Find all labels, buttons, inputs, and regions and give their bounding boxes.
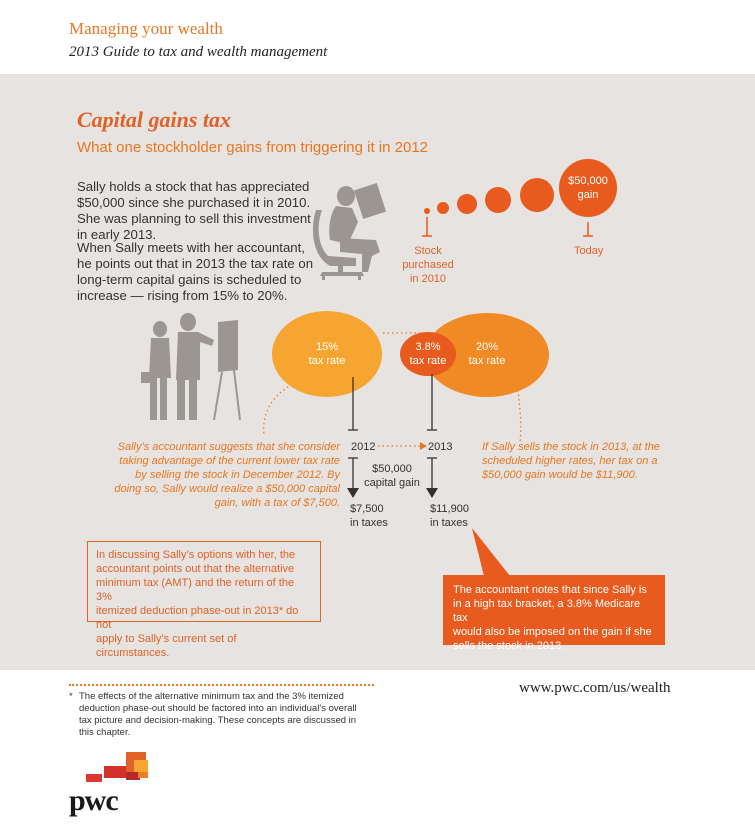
timeline-end-label: Today — [574, 245, 604, 257]
amt-note-box — [87, 541, 321, 659]
timeline-start-line-2: purchased — [402, 259, 454, 271]
medicare-rate-caption: tax rate — [409, 355, 447, 367]
rate-2012-caption: tax rate — [308, 355, 346, 367]
medicare-line-2: in a high tax bracket, a 3.8% Medicare tax — [453, 598, 641, 624]
pwc-wordmark: pwc — [69, 784, 118, 817]
timeline-gain-label — [565, 174, 611, 202]
amt-line-3: minimum tax (AMT) and the return of the 3% — [96, 577, 295, 603]
timeline-start-line-3: in 2010 — [409, 273, 447, 285]
medicare-line-4: sells the stock in 2013. — [453, 640, 565, 652]
timeline-markers — [422, 217, 593, 236]
medicare-rate-label — [403, 340, 453, 368]
capital-gain-label — [360, 462, 424, 490]
rate-2013-caption: tax rate — [468, 355, 506, 367]
sell-2013-line-2: scheduled higher rates, her tax on a — [482, 455, 658, 467]
suggestion-line-5: gain, with a tax of $7,500. — [214, 497, 340, 509]
dotted-arrowhead — [420, 442, 427, 450]
tax-2013-caption: in taxes — [430, 517, 468, 529]
capital-gain-amount: $50,000 — [372, 463, 412, 475]
tax-2012-label — [350, 502, 388, 530]
suggestion-line-3: by selling the stock in December 2012. By — [135, 469, 340, 481]
timeline-gain-word: gain — [577, 189, 599, 201]
accountant-suggestion-note — [82, 440, 340, 510]
footer-url-link[interactable]: www.pwc.com/us/wealth — [519, 680, 671, 696]
header-title: 2013 Guide to tax and wealth management — [69, 44, 328, 60]
footnote-text: The effects of the alternative minimum tax and the 3% itemized deduction phase-out should be factored into an individual’s overall tax picture and decision-making. These concepts are discussed in this chapter. — [79, 691, 357, 738]
callout-tail — [472, 528, 510, 576]
tax-2013-label — [430, 502, 469, 530]
timeline-start-label — [401, 244, 455, 286]
main-subtitle: What one stockholder gains from triggering it in 2012 — [77, 139, 429, 156]
footnote-marker: * — [69, 691, 73, 702]
main-title: Capital gains tax — [77, 107, 232, 132]
amt-line-5: apply to Sally’s current set of circumstances. — [96, 633, 237, 659]
rate-2012-value: 15% — [315, 341, 339, 353]
tax-2012-caption: in taxes — [350, 517, 388, 529]
footer-divider — [69, 684, 374, 686]
intro-paragraph-2: When Sally meets with her accountant, he points out that in 2013 the tax rate on long-term capital gains is scheduled to increase — rising from 15% to 20%. — [77, 240, 314, 303]
header-kicker: Managing your wealth — [69, 19, 223, 38]
tax-2013-amount: $11,900 — [430, 503, 469, 515]
businesspeople-presentation-icon — [141, 313, 240, 420]
timeline-gain-amount: $50,000 — [568, 175, 608, 187]
medicare-line-3: would also be imposed on the gain if she — [453, 626, 652, 638]
timeline-start-line-1: Stock — [414, 245, 442, 257]
rate-2012-label — [297, 340, 357, 368]
amt-line-1: In discussing Sally’s options with her, the — [96, 549, 296, 561]
year-2012-label: 2012 — [351, 441, 376, 453]
woman-reading-chair-icon — [313, 183, 386, 280]
suggestion-line-2: taking advantage of the current lower tax rate — [119, 455, 340, 467]
rate-2013-value: 20% — [475, 341, 499, 353]
suggestion-line-4: doing so, Sally would realize a $50,000 capital — [114, 483, 340, 495]
amt-line-4: itemized deduction phase-out in 2013* do not — [96, 605, 299, 631]
pwc-logo-icon — [86, 752, 148, 782]
capital-gain-word: capital gain — [364, 477, 420, 489]
sell-2013-note — [482, 440, 682, 482]
medicare-rate-value: 3.8% — [415, 341, 441, 353]
sell-2013-line-1: If Sally sells the stock in 2013, at the — [482, 441, 660, 453]
year-2013-label: 2013 — [428, 441, 453, 453]
sell-2013-line-3: $50,000 gain would be $11,900. — [482, 469, 638, 481]
amt-line-2: accountant points out that the alternative — [96, 563, 295, 575]
suggestion-line-1: Sally’s accountant suggests that she consider — [117, 441, 340, 453]
tax-2012-amount: $7,500 — [350, 503, 384, 515]
rate-2013-label — [457, 340, 517, 368]
medicare-line-1: The accountant notes that since Sally is — [453, 584, 647, 596]
intro-paragraph-1: Sally holds a stock that has appreciated $50,000 since she purchased it in 2010. She was planning to sell this investment in early 2013. — [77, 179, 311, 242]
medicare-note-box — [443, 575, 665, 652]
